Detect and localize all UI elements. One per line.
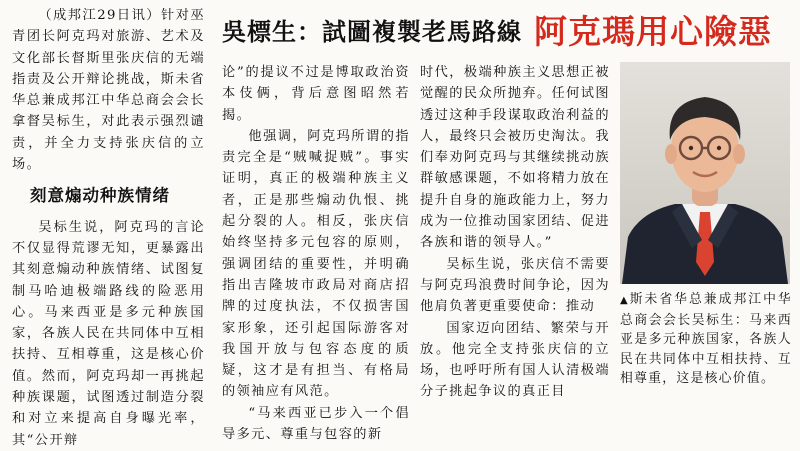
article-subheading: 刻意煽动种族情绪 <box>30 186 170 206</box>
caption-text: 斯未省华总兼成邦江中华总商会会长吴标生：马来西亚是多元种族国家，各族人民在共同体中互相扶持、互相尊重，这是核心价值。 <box>620 292 792 386</box>
portrait-photo <box>620 62 790 284</box>
article-paragraph: “马来西亚已步入一个倡导多元、尊重与包容的新 <box>222 405 410 443</box>
article-paragraph: 国家迈向团结、繁荣与开放。他完全支持张庆信的立场，也呼吁所有国人认清极端分子挑起争议的真正目 <box>420 320 610 400</box>
headline-main: 吳標生：試圖複製老馬路線 <box>222 17 522 46</box>
article-paragraph: 吴标生说，阿克玛的言论不仅显得荒谬无知，更暴露出其刻意煽动种族情绪、试图复制马哈迪极端路线的险恶用心。马来西亚是多元种族国家，各族人民在共同体中互相扶持、互相尊重，这是核心价值。然而，阿克玛却一再挑起种族课题，试图透过制造分裂和对立来提高自身曝光率，其“公开辩 <box>12 219 205 448</box>
article-paragraph: 吴标生说，张庆信不需要与阿克玛浪费时间争论，因为他肩负著更重要使命：推动 <box>420 256 610 315</box>
photo-caption <box>620 290 792 389</box>
article-lead-paragraph: （成邦江29日讯）针对巫青团长阿克玛对旅游、艺术及文化部长督斯里张庆信的无端指责及公开辩论挑战，斯未省华总兼成邦江中华总商会会长拿督吴标生，对此表示强烈谴责，并全力支持张庆信的立场。 <box>12 8 205 173</box>
headline <box>222 4 790 54</box>
article-column-3 <box>420 62 610 403</box>
headline-accent: 阿克瑪用心險惡 <box>534 11 772 51</box>
caption-marker-icon: ▲ <box>620 295 630 306</box>
article-column-1 <box>12 5 205 451</box>
article-column-2 <box>222 62 410 445</box>
article-paragraph: 时代，极端种族主义思想正被觉醒的民众所抛弃。任何试图透过这种手段谋取政治利益的人，最终只会被历史淘汰。我们奉劝阿克玛与其继续挑动族群敏感课题，不如将精力放在提升自身的施政能力上，努力成为一位推动国家团结、促进各族和谐的领导人。” <box>420 65 610 251</box>
article-paragraph: 他强调，阿克玛所谓的指责完全是“贼喊捉贼”。事实证明，真正的极端种族主义者，正是那些煽动仇恨、挑起分裂的人。相反，张庆信始终坚持多元包容的原则，强调团结的重要性，并明确指出吉隆坡市政局对商店招牌的过度执法，不仅损害国家形象，还引起国际游客对我国开放与包容态度的质疑，这才是有担当、有格局的领袖应有风范。 <box>222 128 410 400</box>
article-paragraph: 论”的提议不过是博取政治资本伎俩，背后意图昭然若揭。 <box>222 65 410 123</box>
portrait-illustration <box>620 62 790 284</box>
